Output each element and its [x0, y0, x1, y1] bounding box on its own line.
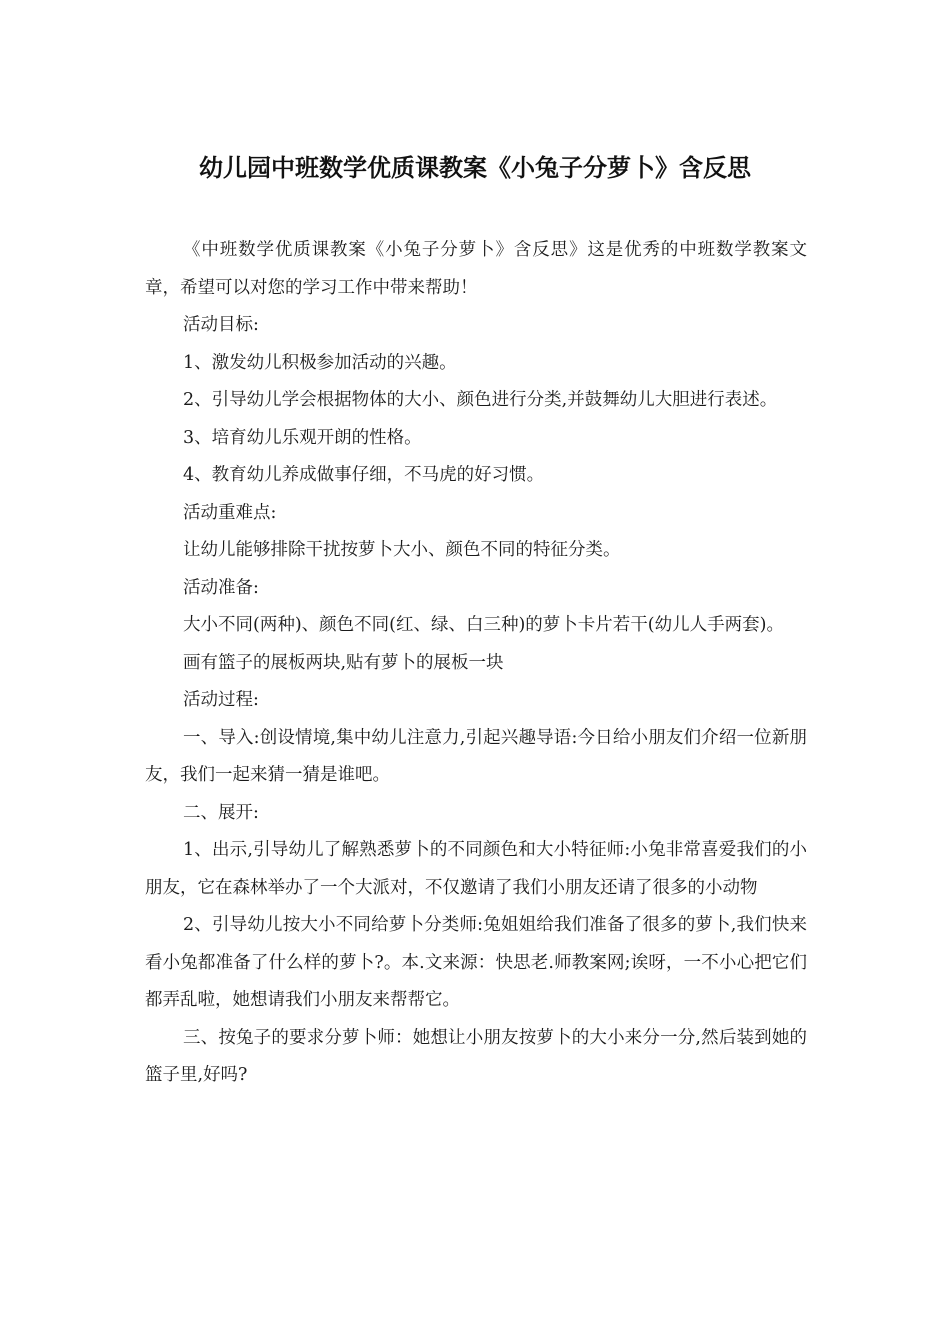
- paragraph-intro: 《中班数学优质课教案《小兔子分萝卜》含反思》这是优秀的中班数学教案文章，希望可以对您的学习工作中带来帮助！: [145, 240, 807, 298]
- heading-key-difficulties: 活动重难点:: [183, 502, 277, 523]
- document-title: 幼儿园中班数学优质课教案《小兔子分萝卜》含反思: [199, 154, 751, 182]
- goal-item-4: 4、教育幼儿养成做事仔细，不马虎的好习惯。: [183, 465, 545, 485]
- document-body: [145, 232, 807, 1095]
- paragraph-preparation-1: 大小不同(两种)、颜色不同(红、绿、白三种)的萝卜卡片若干(幼儿人手两套)。: [183, 615, 784, 635]
- paragraph-preparation-2: 画有篮子的展板两块,贴有萝卜的展板一块: [183, 652, 504, 673]
- process-step-three: 三、按兔子的要求分萝卜师：她想让小朋友按萝卜的大小来分一分,然后装到她的篮子里,好吗?: [145, 1027, 807, 1085]
- heading-preparation: 活动准备:: [183, 577, 259, 598]
- process-step-develop: 二、展开:: [183, 802, 259, 823]
- paragraph-key-difficulties: 让幼儿能够排除干扰按萝卜大小、颜色不同的特征分类。: [183, 540, 621, 560]
- goal-item-2: 2、引导幼儿学会根据物体的大小、颜色进行分类,并鼓舞幼儿大胆进行表述。: [183, 390, 778, 410]
- goal-item-3: 3、培育幼儿乐观开朗的性格。: [183, 427, 422, 448]
- process-substep-1: 1、出示,引导幼儿了解熟悉萝卜的不同颜色和大小特征师:小兔非常喜爱我们的小朋友，它在森林举办了一个大派对，不仅邀请了我们小朋友还请了很多的小动物: [145, 840, 807, 898]
- heading-process: 活动过程:: [183, 690, 259, 710]
- process-step-intro: 一、导入:创设情境,集中幼儿注意力,引起兴趣导语:今日给小朋友们介绍一位新朋友，我们一起来猜一猜是谁吧。: [145, 727, 807, 785]
- process-substep-2: 2、引导幼儿按大小不同给萝卜分类师:兔姐姐给我们准备了很多的萝卜,我们快来看小兔都准备了什么样的萝卜?。本.文来源：快思老.师教案网;诶呀，一不小心把它们都弄乱啦，她想请我们小朋友来帮帮它。: [145, 915, 807, 1010]
- heading-activity-goals: 活动目标:: [183, 315, 259, 335]
- goal-item-1: 1、激发幼儿积极参加活动的兴趣。: [183, 352, 457, 373]
